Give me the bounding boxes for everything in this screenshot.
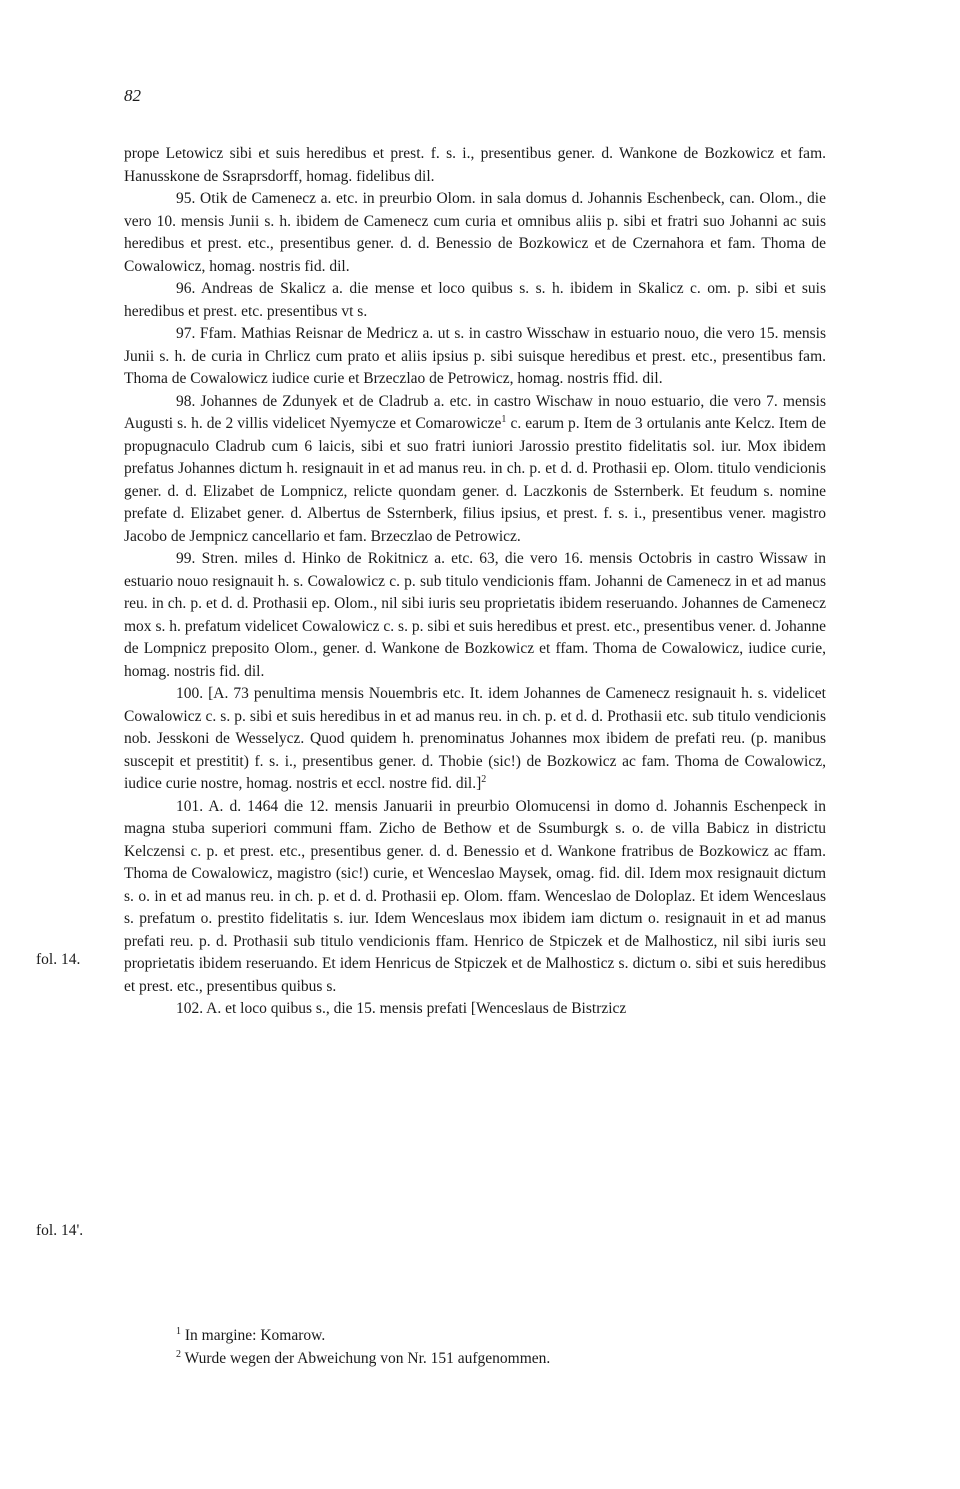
- footnotes: [176, 1324, 550, 1370]
- footnote-ref-2: 2: [481, 773, 487, 785]
- paragraph-100: [124, 683, 826, 796]
- footnote-ref-1: 1: [501, 413, 507, 425]
- footnote-text: Wurde wegen der Abweichung von Nr. 151 aufgenommen.: [184, 1350, 551, 1367]
- paragraph-98-part-2: c. earum p. Item de 3 ortulanis ante Kelcz. Item de propugnaculo Cladrub cum 6 laicis, sibi et suo fratri iuniori Jarossio prestito fidelitatis sol. iur. Mox ibidem prefatus Johannes dictum h. resignauit in et ad manus reu. in ch. p. et d. d. Prothasii ep. Olom. titulo vendicionis gener. d. d. Elizabet de Lompnicz, relicte quondam gener. d. Laczkonis de Ssternberk. Et feudum s. nomine prefate d. Elizabet gener. d. Albertus de Ssternberk, filius ipsius, et prest. f. s. i., presentibus vener. magistro Jacobo de Jempnicz cancellario et fam. Brzeczlao de Petrowicz.: [124, 415, 827, 545]
- paragraph-98-part-1: 98. Johannes de Zdunyek et de Cladrub a. etc. in castro Wischaw in nouo estuario, die vero 7. mensis Augusti s. h. de 2 villis videlicet Nyemycze et Comarowicze: [124, 392, 826, 432]
- main-text: [124, 143, 826, 1021]
- paragraph-99: 99. Stren. miles d. Hinko de Rokitnicz a. etc. 63, die vero 16. mensis Octobris in castro Wissaw in estuario nouo resignauit h. s. Cowalowicz c. p. sub titulo vendicionis ffam. Johanni de Camenecz in et ad manus reu. in ch. p. et d. d. Prothasii ep. Olom., nil sibi iuris seu proprietatis ibidem reseruando. Johannes de Camenecz mox s. h. prefatum videlicet Cowalowicz c. s. p. sibi et suis heredibus et prest. etc., presentibus vener. d. Johanne de Lompnicz preposito Olom., gener. d. Wankone de Bozkowicz et ffam. Thoma de Cowalowicz, iudice curie, homag. nostris fid. dil.: [124, 550, 826, 680]
- margin-note-folio-14-verso: fol. 14'.: [36, 1222, 84, 1239]
- paragraph-96: 96. Andreas de Skalicz a. die mense et loco quibus s. s. h. ibidem in Skalicz c. om. p. sibi et suis heredibus et prest. etc. presentibus vt s.: [124, 280, 826, 320]
- margin-note-folio-14: fol. 14.: [36, 951, 81, 968]
- paragraph-102: 102. A. et loco quibus s., die 15. mensis prefati [Wenceslaus de Bistrzicz: [176, 1000, 627, 1017]
- footnote-mark: 2: [176, 1348, 181, 1360]
- paragraph-95: 95. Otik de Camenecz a. etc. in preurbio Olom. in sala domus d. Johannis Eschenbeck, can. Olom., die vero 10. mensis Junii s. h. ibidem de Camenecz cum curia et omnibus aliis p. sibi et fratri suo Johanni ac suis heredibus et prest. etc., presentibus gener. d. d. Benessio de Bozkowicz et de Czernahora et fam. Thoma de Cowalowicz, homag. nostris fid. dil.: [124, 190, 826, 275]
- paragraph-100-text: 100. [A. 73 penultima mensis Nouembris etc. It. idem Johannes de Camenecz resignauit h. s. videlicet Cowalowicz c. s. p. sibi et suis heredibus in et ad manus reu. in ch. p. et d. d. Prothasii etc. sub titulo vendicionis nob. Jesskoni de Wesselycz. Quod quidem h. prenominatus Johannes mox ibidem de prefati reu. (p. manibus suscepit et prestitit) f. s. i., presentibus gener. d. Thobie (sic!) de Bozkowicz ac fam. Thoma de Cowalowicz, iudice curie nostre, homag. nostris et eccl. nostre fid. dil.]: [124, 685, 826, 792]
- paragraph-101: 101. A. d. 1464 die 12. mensis Januarii in preurbio Olomucensi in domo d. Johannis Eschenpeck in magna stuba superiori communi ffam. Zicho de Bethow et de Ssumburgk s. o. de villa Babicz in districtu Kelczensi c. p. et prest. etc., presentibus gener. d. d. Benessio et d. Wankone fratribus de Bozkowicz ac ffam. Thoma de Cowalowicz, magistro (sic!) curie, et Wenceslao Maysek, omag. fid. dil. Idem mox resignauit dictum s. o. in et ad manus reu. in ch. p. et d. d. Prothasii ep. Olom. ffam. Wenceslao de Doloplaz. Et idem Wenceslaus s. prefatum o. prestito fidelitatis s. iur. Idem Wenceslaus mox ibidem iam dictum o. resignauit in et ad manus prefati reu. p. d. Prothasii sub titulo vendicionis ffam. Henrico de Stpiczek et de Malhosticz, nil sibi iuris seu proprietatis ibidem reseruando. Et idem Henricus de Stpiczek et de Malhosticz s. dictum o. sibi et suis heredibus et prest. etc., presentibus quibus s.: [124, 797, 826, 995]
- footnote-mark: 1: [176, 1325, 181, 1337]
- footnote-text: In margine: Komarow.: [184, 1327, 326, 1344]
- footnote-2: [176, 1347, 550, 1370]
- footnote-1: [176, 1324, 550, 1347]
- paragraph-97: 97. Ffam. Mathias Reisnar de Medricz a. ut s. in castro Wisschaw in estuario nouo, die vero 15. mensis Junii s. h. de curia in Chrlicz cum prato et aliis ipsius p. sibi suisque heredibus et prest. etc., presentibus fam. Thoma de Cowalowicz iudice curie et Brzeczlao de Petrowicz, homag. nostris ffid. dil.: [124, 325, 826, 387]
- page-number: 82: [124, 86, 141, 105]
- paragraph-continuation: prope Letowicz sibi et suis heredibus et prest. f. s. i., presentibus gener. d. Wankone de Bozkowicz et fam. Hanusskone de Ssraprsdorff, homag. fidelibus dil.: [124, 145, 826, 185]
- paragraph-98: [124, 391, 826, 549]
